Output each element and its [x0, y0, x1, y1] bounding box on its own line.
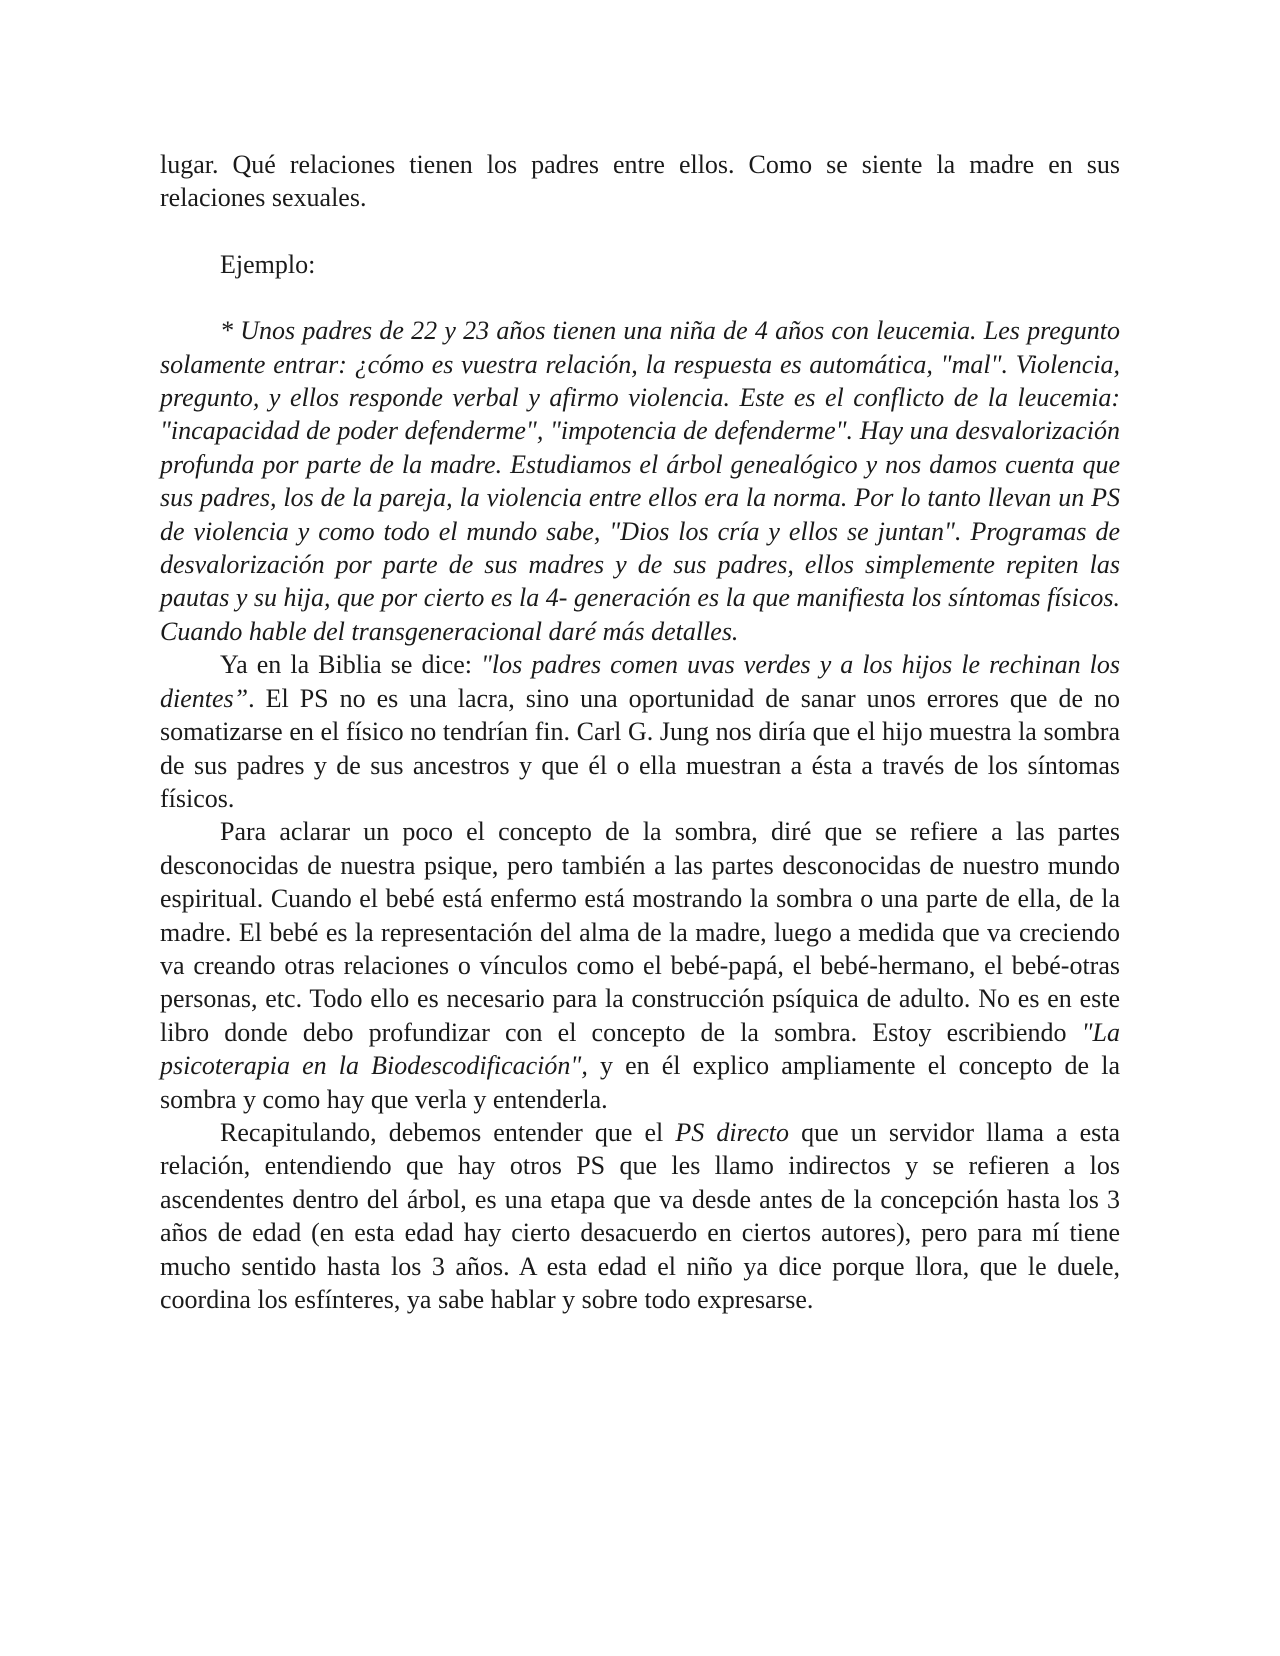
- summary-paragraph: [160, 1116, 1120, 1316]
- ps-directo-term: PS directo: [675, 1117, 790, 1147]
- bible-paragraph: [160, 648, 1120, 815]
- summary-rest-text: que un servidor llama a esta relación, entendiendo que hay otros PS que les llamo indirectos y se refieren a los ascendentes dentro del árbol, es una etapa que va desde antes de la concepción hasta los 3 años de edad (en esta edad hay cierto desacuerdo en ciertos autores), pero para mí tiene mucho sentido hasta los 3 años. A esta edad el niño ya dice porque llora, que le duele, coordina los esfínteres, ya sabe hablar y sobre todo expresarse.: [160, 1117, 1121, 1314]
- bible-intro-text: Ya en la Biblia se dice:: [220, 650, 482, 680]
- example-paragraph: * Unos padres de 22 y 23 años tienen una niña de 4 años con leucemia. Les pregunto solamente entrar: ¿cómo es vuestra relación, la respuesta es automática, "mal". Violencia, pregunto, y ellos responde verbal y afirmo violencia. Este es el conflicto de la leucemia: "incapacidad de poder defenderme", "impotencia de defenderme". Hay una desvalorización profunda por parte de la madre. Estudiamos el árbol genealógico y nos damos cuenta que sus padres, los de la pareja, la violencia entre ellos era la norma. Por lo tanto llevan un PS de violencia y como todo el mundo sabe, "Dios los cría y ellos se juntan". Programas de desvalorización por parte de sus madres y de sus padres, ellos simplemente repiten las pautas y su hija, que por cierto es la 4- generación es la que manifiesta los síntomas físicos. Cuando hable del transgeneracional daré más detalles.: [160, 316, 1120, 646]
- book-title: "La psicoterapia en la Biodescodificación",: [160, 1017, 1120, 1081]
- summary-intro-text: Recapitulando, debemos entender que el: [220, 1117, 676, 1147]
- bible-rest-text: . El PS no es una lacra, sino una oportunidad de sanar unos errores que de no somatizarse en el físico no tendrían fin. Carl G. Jung nos diría que el hijo muestra la sombra de sus padres y de sus ancestros y que él o ella muestran a ésta a través de los síntomas físicos.: [160, 683, 1120, 813]
- shadow-rest-text: y en él explico ampliamente el concepto de la sombra y como hay que verla y entenderla.: [160, 1051, 1120, 1114]
- paragraph-continuation: lugar. Qué relaciones tienen los padres entre ellos. Como se siente la madre en sus relaciones sexuales.: [160, 150, 1120, 213]
- shadow-intro-text: Para aclarar un poco el concepto de la sombra, diré que se refiere a las partes desconocidas de nuestra psique, pero también a las partes desconocidas de nuestro mundo espiritual. Cuando el bebé está enfermo está mostrando la sombra o una parte de ella, de la madre. El bebé es la representación del alma de la madre, luego a medida que va creciendo va creando otras relaciones o vínculos como el bebé-papá, el bebé-hermano, el bebé-otras personas, etc. Todo ello es necesario para la construcción psíquica de adulto. No es en este libro donde debo profundizar con el concepto de la sombra. Estoy escribiendo: [160, 817, 1120, 1047]
- example-heading: Ejemplo:: [220, 249, 316, 279]
- document-page: [160, 148, 1120, 1316]
- shadow-paragraph: [160, 815, 1120, 1116]
- bible-quote: "los padres comen uvas verdes y a los hijos le rechinan los dientes”: [160, 650, 1120, 713]
